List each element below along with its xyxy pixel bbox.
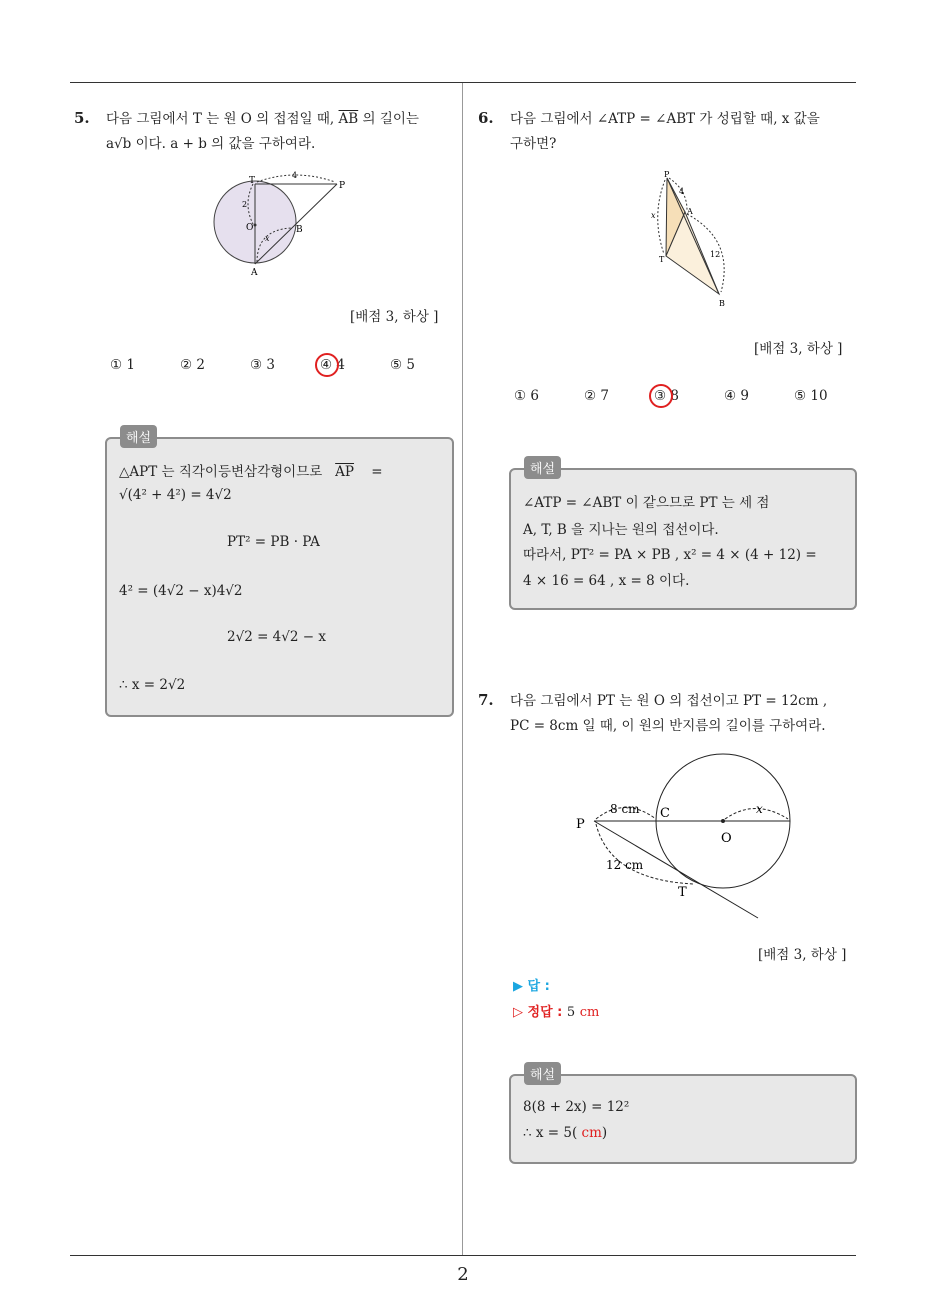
- q7-correct-answer: [513, 1001, 599, 1020]
- q6-sol-line4: 4 × 16 = 64 , x = 8 이다.: [523, 573, 690, 589]
- q7-label-p: P: [576, 817, 585, 832]
- q7-solution-tag: 해설: [524, 1062, 561, 1085]
- q7-solution-box: [509, 1074, 857, 1164]
- q7-correct-value: 5: [566, 1005, 576, 1020]
- q7-figure: [570, 750, 800, 925]
- q5-number: 5.: [74, 109, 90, 127]
- q7-text-line2: PC = 8cm 일 때, 이 원의 반지름의 길이를 구하여라.: [510, 718, 826, 734]
- q7-answer-label: ▶ 답 :: [513, 979, 550, 994]
- q7-label-8cm: 8 cm: [610, 802, 640, 816]
- q6-selected-mark: [649, 384, 673, 408]
- q5-score: [배점 3, 하상 ]: [350, 309, 439, 325]
- q6-sol-line1: ∠ATP = ∠ABT 이 같으므로 PT 는 세 점: [523, 495, 770, 511]
- q5-text: [106, 107, 456, 157]
- q6-label-b: B: [719, 299, 725, 308]
- q7-center-dot: [721, 819, 725, 823]
- q6-choice-5[interactable]: ⑤ 10: [794, 388, 828, 404]
- q6-label-p: P: [664, 170, 670, 179]
- q6-solution-box: [509, 468, 857, 610]
- q6-choice-1[interactable]: ① 6: [514, 388, 539, 404]
- q5-choice-1[interactable]: ① 1: [110, 357, 135, 373]
- q6-sol-line2: A, T, B 을 지나는 원의 접선이다.: [523, 522, 719, 538]
- q6-choice-4[interactable]: ④ 9: [724, 388, 749, 404]
- page-number: 2: [457, 1264, 469, 1285]
- q5-sol-line4: 4² = (4√2 − x)4√2: [119, 583, 243, 599]
- q7-text: [510, 689, 860, 739]
- q6-text-line2: 구하면?: [510, 136, 557, 152]
- q6-text: [510, 107, 860, 157]
- column-divider: [462, 83, 463, 1255]
- q5-choice-3[interactable]: ③ 3: [250, 357, 275, 373]
- q7-text-line1: 다음 그림에서 PT 는 원 O 의 접선이고 PT = 12cm ,: [510, 693, 828, 709]
- q7-sol-line1: 8(8 + 2x) = 12²: [523, 1099, 630, 1115]
- top-rule: [70, 82, 856, 83]
- q7-label-12cm: 12 cm: [606, 858, 644, 872]
- q5-label-4: 4: [292, 171, 298, 180]
- q6-label-12: 12: [710, 250, 721, 259]
- q7-dash-12: [596, 824, 694, 884]
- q5-choice-2[interactable]: ② 2: [180, 357, 205, 373]
- q5-label-o: O: [246, 223, 254, 233]
- q7-number: 7.: [478, 691, 494, 709]
- q5-sol-line2: √(4² + 4²) = 4√2: [119, 487, 232, 503]
- q7-label-x: x: [756, 802, 763, 816]
- q5-sol-line3: PT² = PB · PA: [227, 534, 320, 550]
- q5-center-dot: [254, 224, 257, 227]
- q6-label-4: 4: [679, 187, 685, 196]
- q5-text-line1: 다음 그림에서 T 는 원 O 의 접점일 때, $\overline{AB}$ 의 길이는: [106, 111, 419, 127]
- q7-correct-unit: cm: [579, 1005, 600, 1020]
- q5-figure: [205, 170, 365, 282]
- q5-solution-box: [105, 437, 454, 717]
- q6-text-line1: 다음 그림에서 ∠ATP = ∠ABT 가 성립할 때, x 값을: [510, 111, 820, 127]
- q7-label-t: T: [678, 885, 687, 900]
- q5-sol-line1: △APT 는 직각이등변삼각형이므로 $\overline{AP}$ =: [119, 464, 383, 480]
- q5-text-line2: a√b 이다. a + b 의 값을 구하여라.: [106, 136, 316, 152]
- q6-label-x: x: [651, 211, 656, 220]
- q5-label-p: P: [339, 181, 346, 191]
- q7-sol-line2: ∴ x = 5( cm): [523, 1125, 608, 1141]
- q6-solution-tag: 해설: [524, 456, 561, 479]
- q5-label-a: A: [251, 268, 258, 278]
- q5-label-2: 2: [242, 200, 248, 209]
- q6-score: [배점 3, 하상 ]: [754, 341, 843, 357]
- q5-label-b: B: [296, 225, 303, 235]
- q6-sol-line3: 따라서, PT² = PA × PB , x² = 4 × (4 + 12) =: [523, 547, 817, 563]
- q6-choice-2[interactable]: ② 7: [584, 388, 609, 404]
- q7-label-c: C: [660, 806, 670, 821]
- q6-label-a: A: [687, 207, 693, 216]
- q5-sol-line6: ∴ x = 2√2: [119, 677, 186, 693]
- q7-correct-label: ▷ 정답 :: [513, 1005, 563, 1020]
- q5-label-x: x: [265, 234, 270, 243]
- q5-selected-mark: [315, 353, 339, 377]
- q6-label-t: T: [659, 255, 665, 264]
- q5-choice-4[interactable]: ④ 4: [320, 357, 345, 373]
- q6-dash-x: [658, 180, 665, 254]
- q7-score: [배점 3, 하상 ]: [758, 947, 847, 963]
- q6-choice-3[interactable]: ③ 8: [654, 388, 679, 404]
- q5-sol-line5: 2√2 = 4√2 − x: [227, 629, 326, 645]
- q5-label-t: T: [249, 176, 256, 186]
- q5-solution-tag: 해설: [120, 425, 157, 448]
- bottom-rule: [70, 1255, 856, 1256]
- q6-figure: [645, 170, 735, 310]
- q6-number: 6.: [478, 109, 494, 127]
- q7-label-o: O: [721, 831, 732, 846]
- q5-choice-5[interactable]: ⑤ 5: [390, 357, 415, 373]
